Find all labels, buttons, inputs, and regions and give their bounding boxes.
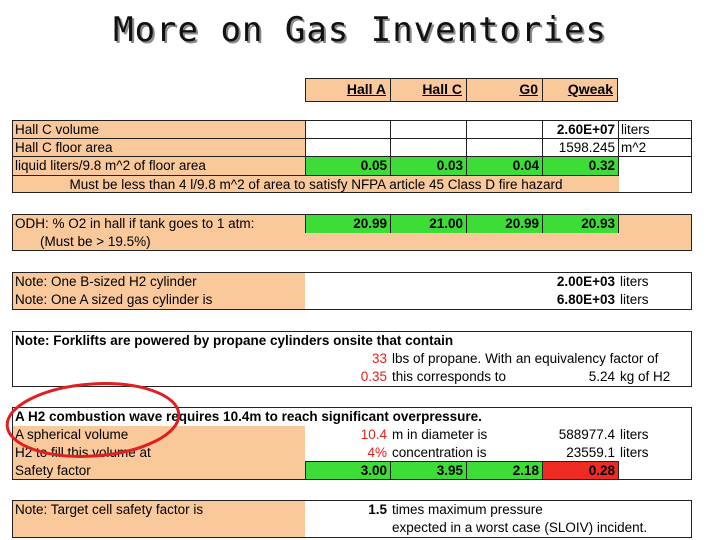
unit-label: liters [620,445,649,460]
cylinder-value: 6.80E+03 [556,292,615,307]
hall-a-value: 0.05 [305,157,390,175]
page-title: More on Gas Inventories [113,10,607,50]
row-label: Note: One B-sized H2 cylinder [13,273,305,291]
g0-value: 20.99 [466,215,542,233]
row-label: A spherical volume [13,426,305,444]
row-label: Hall C floor area [13,139,305,157]
concentration-value: 4% [367,445,387,460]
qweak-value: 20.93 [542,215,619,233]
target-safety-factor: 1.5 [368,502,387,517]
unit-label: liters [618,121,691,139]
cylinder-value: 2.00E+03 [556,274,615,289]
nfpa-note: Must be less than 4 l/9.8 m^2 of area to satisfy NFPA article 45 Class D fire hazard [13,175,619,192]
row-label: Hall C volume [13,121,305,139]
hall-a-safety-factor: 3.00 [305,461,390,479]
qweak-value: 1598.245 [542,139,618,157]
g0-safety-factor: 2.18 [466,461,542,479]
concentration-text: concentration is [392,445,487,460]
odh-label: ODH: % O2 in hall if tank goes to 1 atm: [15,216,255,231]
h2-equivalent-value: 5.24 [588,369,615,384]
target-text-line1: times maximum pressure [392,502,543,517]
column-header-hall-c: Hall C [390,78,467,102]
hall-c-value: 21.00 [390,215,466,233]
propane-text: lbs of propane. With an equivalency factor of [392,351,659,366]
combustion-heading: A H2 combustion wave requires 10.4m to reach significant overpressure. [15,409,482,424]
volume-value: 588977.4 [558,427,615,442]
column-header-hall-a: Hall A [305,78,391,102]
diameter-text: m in diameter is [392,427,488,442]
equivalency-factor: 0.35 [360,369,387,384]
hall-c-value: 0.03 [390,157,466,175]
unit-label: liters [620,427,649,442]
diameter-value: 10.4 [360,427,387,442]
row-label: Safety factor [13,462,305,479]
h2-unit: kg of H2 [620,369,671,384]
qweak-value: 0.32 [542,157,619,175]
row-label: H2 to fill this volume at [13,444,305,462]
forklift-note: Note: Forklifts are powered by propane cylinders onsite that contain [15,333,454,348]
target-text-line2: expected in a worst case (SLOIV) incident. [392,520,648,535]
column-header-qweak: Qweak [542,78,618,102]
unit-label: m^2 [618,139,691,157]
target-cell-label: Note: Target cell safety factor is [13,501,305,537]
propane-qty: 33 [371,351,387,366]
odh-sublabel: (Must be > 19.5%) [40,234,151,249]
g0-value: 0.04 [466,157,542,175]
hall-c-safety-factor: 3.95 [390,461,466,479]
row-label: liquid liters/9.8 m^2 of floor area [13,157,305,175]
column-header-g0: G0 [466,78,543,102]
unit-label: liters [620,274,649,289]
row-label: Note: One A sized gas cylinder is [13,291,305,309]
hall-a-value: 20.99 [305,215,390,233]
h2-volume-value: 23559.1 [566,445,615,460]
unit-label: liters [620,292,649,307]
equivalency-text: this corresponds to [392,369,507,384]
qweak-value: 2.60E+07 [542,121,618,139]
qweak-safety-factor: 0.28 [542,461,619,479]
